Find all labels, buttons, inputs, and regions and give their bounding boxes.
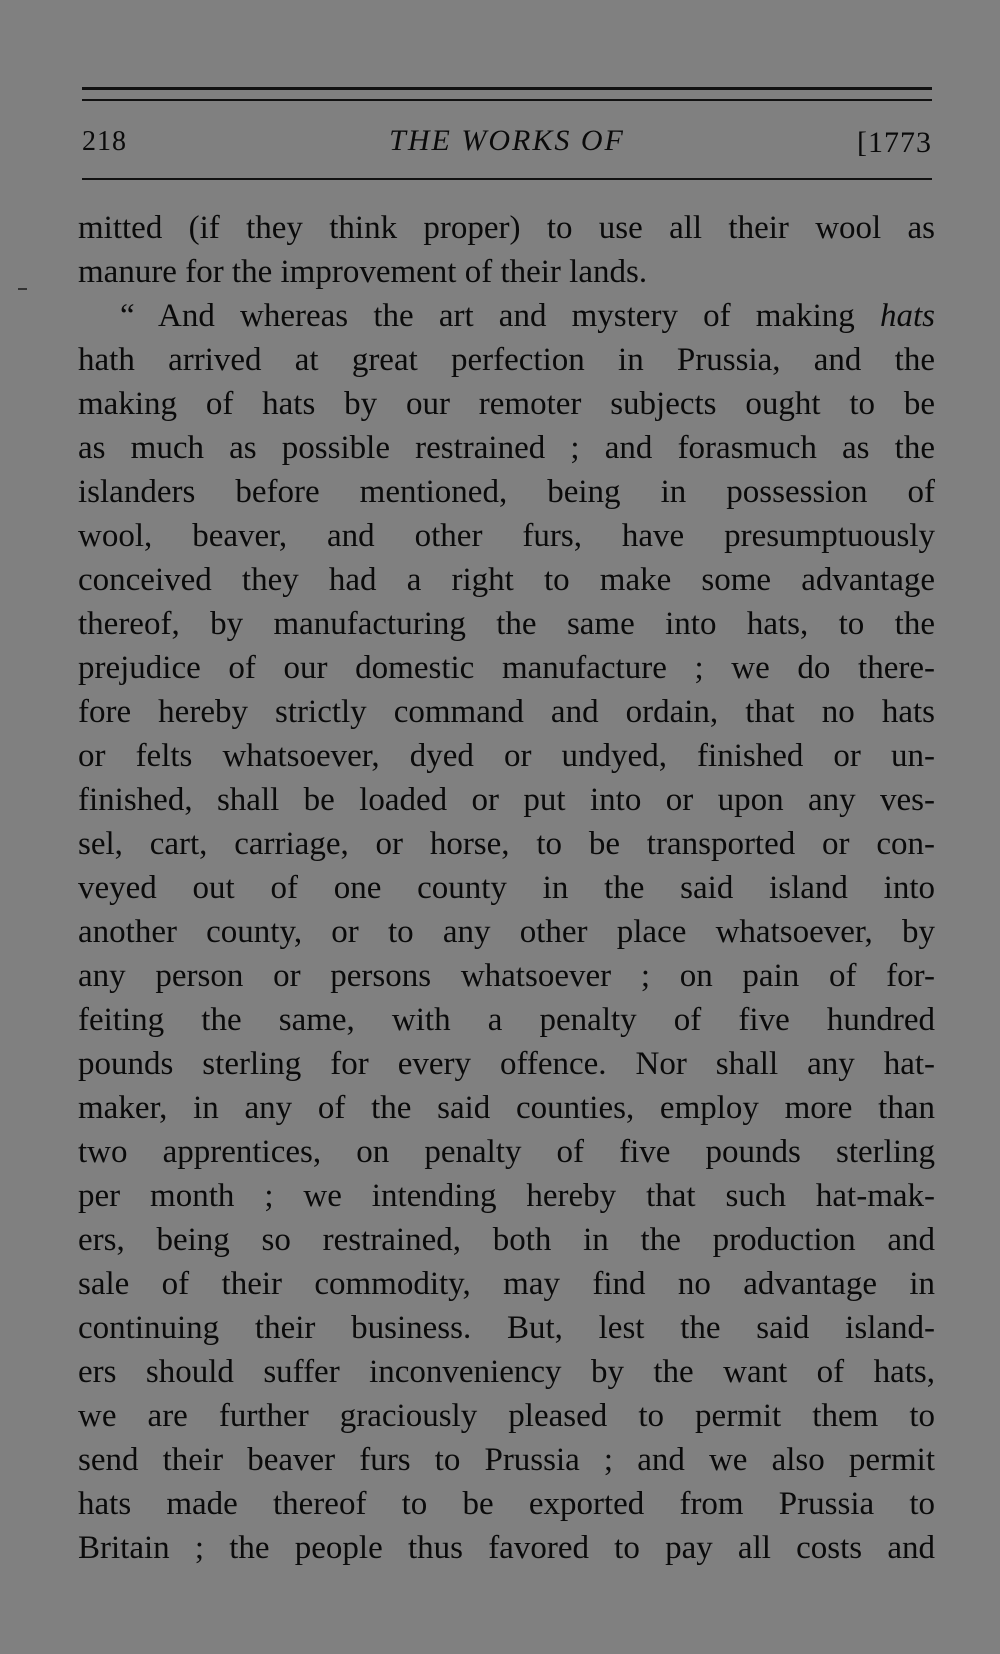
text-line: per month ; we intending hereby that such hat-mak-	[78, 1178, 935, 1214]
text-line: Britain ; the people thus favored to pay all costs and	[78, 1530, 935, 1566]
text-line: we are further graciously pleased to permit them to	[78, 1398, 935, 1434]
text-line: two apprentices, on penalty of five pounds sterling	[78, 1134, 935, 1170]
text-line: or felts whatsoever, dyed or undyed, finished or un-	[78, 738, 935, 774]
text-line: maker, in any of the said counties, employ more than	[78, 1090, 935, 1126]
running-title: THE WORKS OF	[389, 124, 625, 157]
text-line: as much as possible restrained ; and forasmuch as the	[78, 430, 935, 466]
text-line: continuing their business. But, lest the said island-	[78, 1310, 935, 1346]
italic-word: hats	[879, 298, 935, 334]
text-line: wool, beaver, and other furs, have presumptuously	[78, 518, 935, 554]
text-line: feiting the same, with a penalty of five hundred	[78, 1002, 935, 1038]
text-line: mitted (if they think proper) to use all their wool as	[78, 210, 935, 246]
text-line: fore hereby strictly command and ordain, that no hats	[78, 694, 935, 730]
header-rule-top-inner	[82, 99, 932, 101]
text-line: islanders before mentioned, being in possession of	[78, 474, 935, 510]
text-line: send their beaver furs to Prussia ; and we also permit	[78, 1442, 935, 1478]
text-line: making of hats by our remoter subjects ought to be	[78, 386, 935, 422]
year-marker: [1773	[857, 126, 932, 159]
text-line: any person or persons whatsoever ; on pain of for-	[78, 958, 935, 994]
text-line: manure for the improvement of their lands.	[78, 254, 648, 290]
header-rule-bottom	[82, 178, 932, 180]
margin-mark	[18, 288, 27, 290]
text-line: conceived they had a right to make some advantage	[78, 562, 935, 598]
body-text	[78, 206, 935, 1570]
text-line-with-italic	[78, 294, 935, 338]
text-line: sale of their commodity, may find no advantage in	[78, 1266, 935, 1302]
text-line: prejudice of our domestic manufacture ; we do there-	[78, 650, 935, 686]
text-line: hats made thereof to be exported from Prussia to	[78, 1486, 935, 1522]
text-line: veyed out of one county in the said island into	[78, 870, 935, 906]
text-line: hath arrived at great perfection in Prussia, and the	[78, 342, 935, 378]
running-header	[82, 118, 932, 168]
text-line: sel, cart, carriage, or horse, to be transported or con-	[78, 826, 935, 862]
text-line: ers, being so restrained, both in the production and	[78, 1222, 935, 1258]
text-line: finished, shall be loaded or put into or upon any ves-	[78, 782, 935, 818]
text-line-prefix: “ And whereas the art and mystery of making	[120, 298, 880, 334]
text-line: ers should suffer inconveniency by the want of hats,	[78, 1354, 935, 1390]
text-line: pounds sterling for every offence. Nor shall any hat-	[78, 1046, 935, 1082]
header-rule-top	[82, 87, 932, 90]
text-line: thereof, by manufacturing the same into hats, to the	[78, 606, 935, 642]
page-number: 218	[82, 126, 127, 157]
text-line: another county, or to any other place whatsoever, by	[78, 914, 935, 950]
